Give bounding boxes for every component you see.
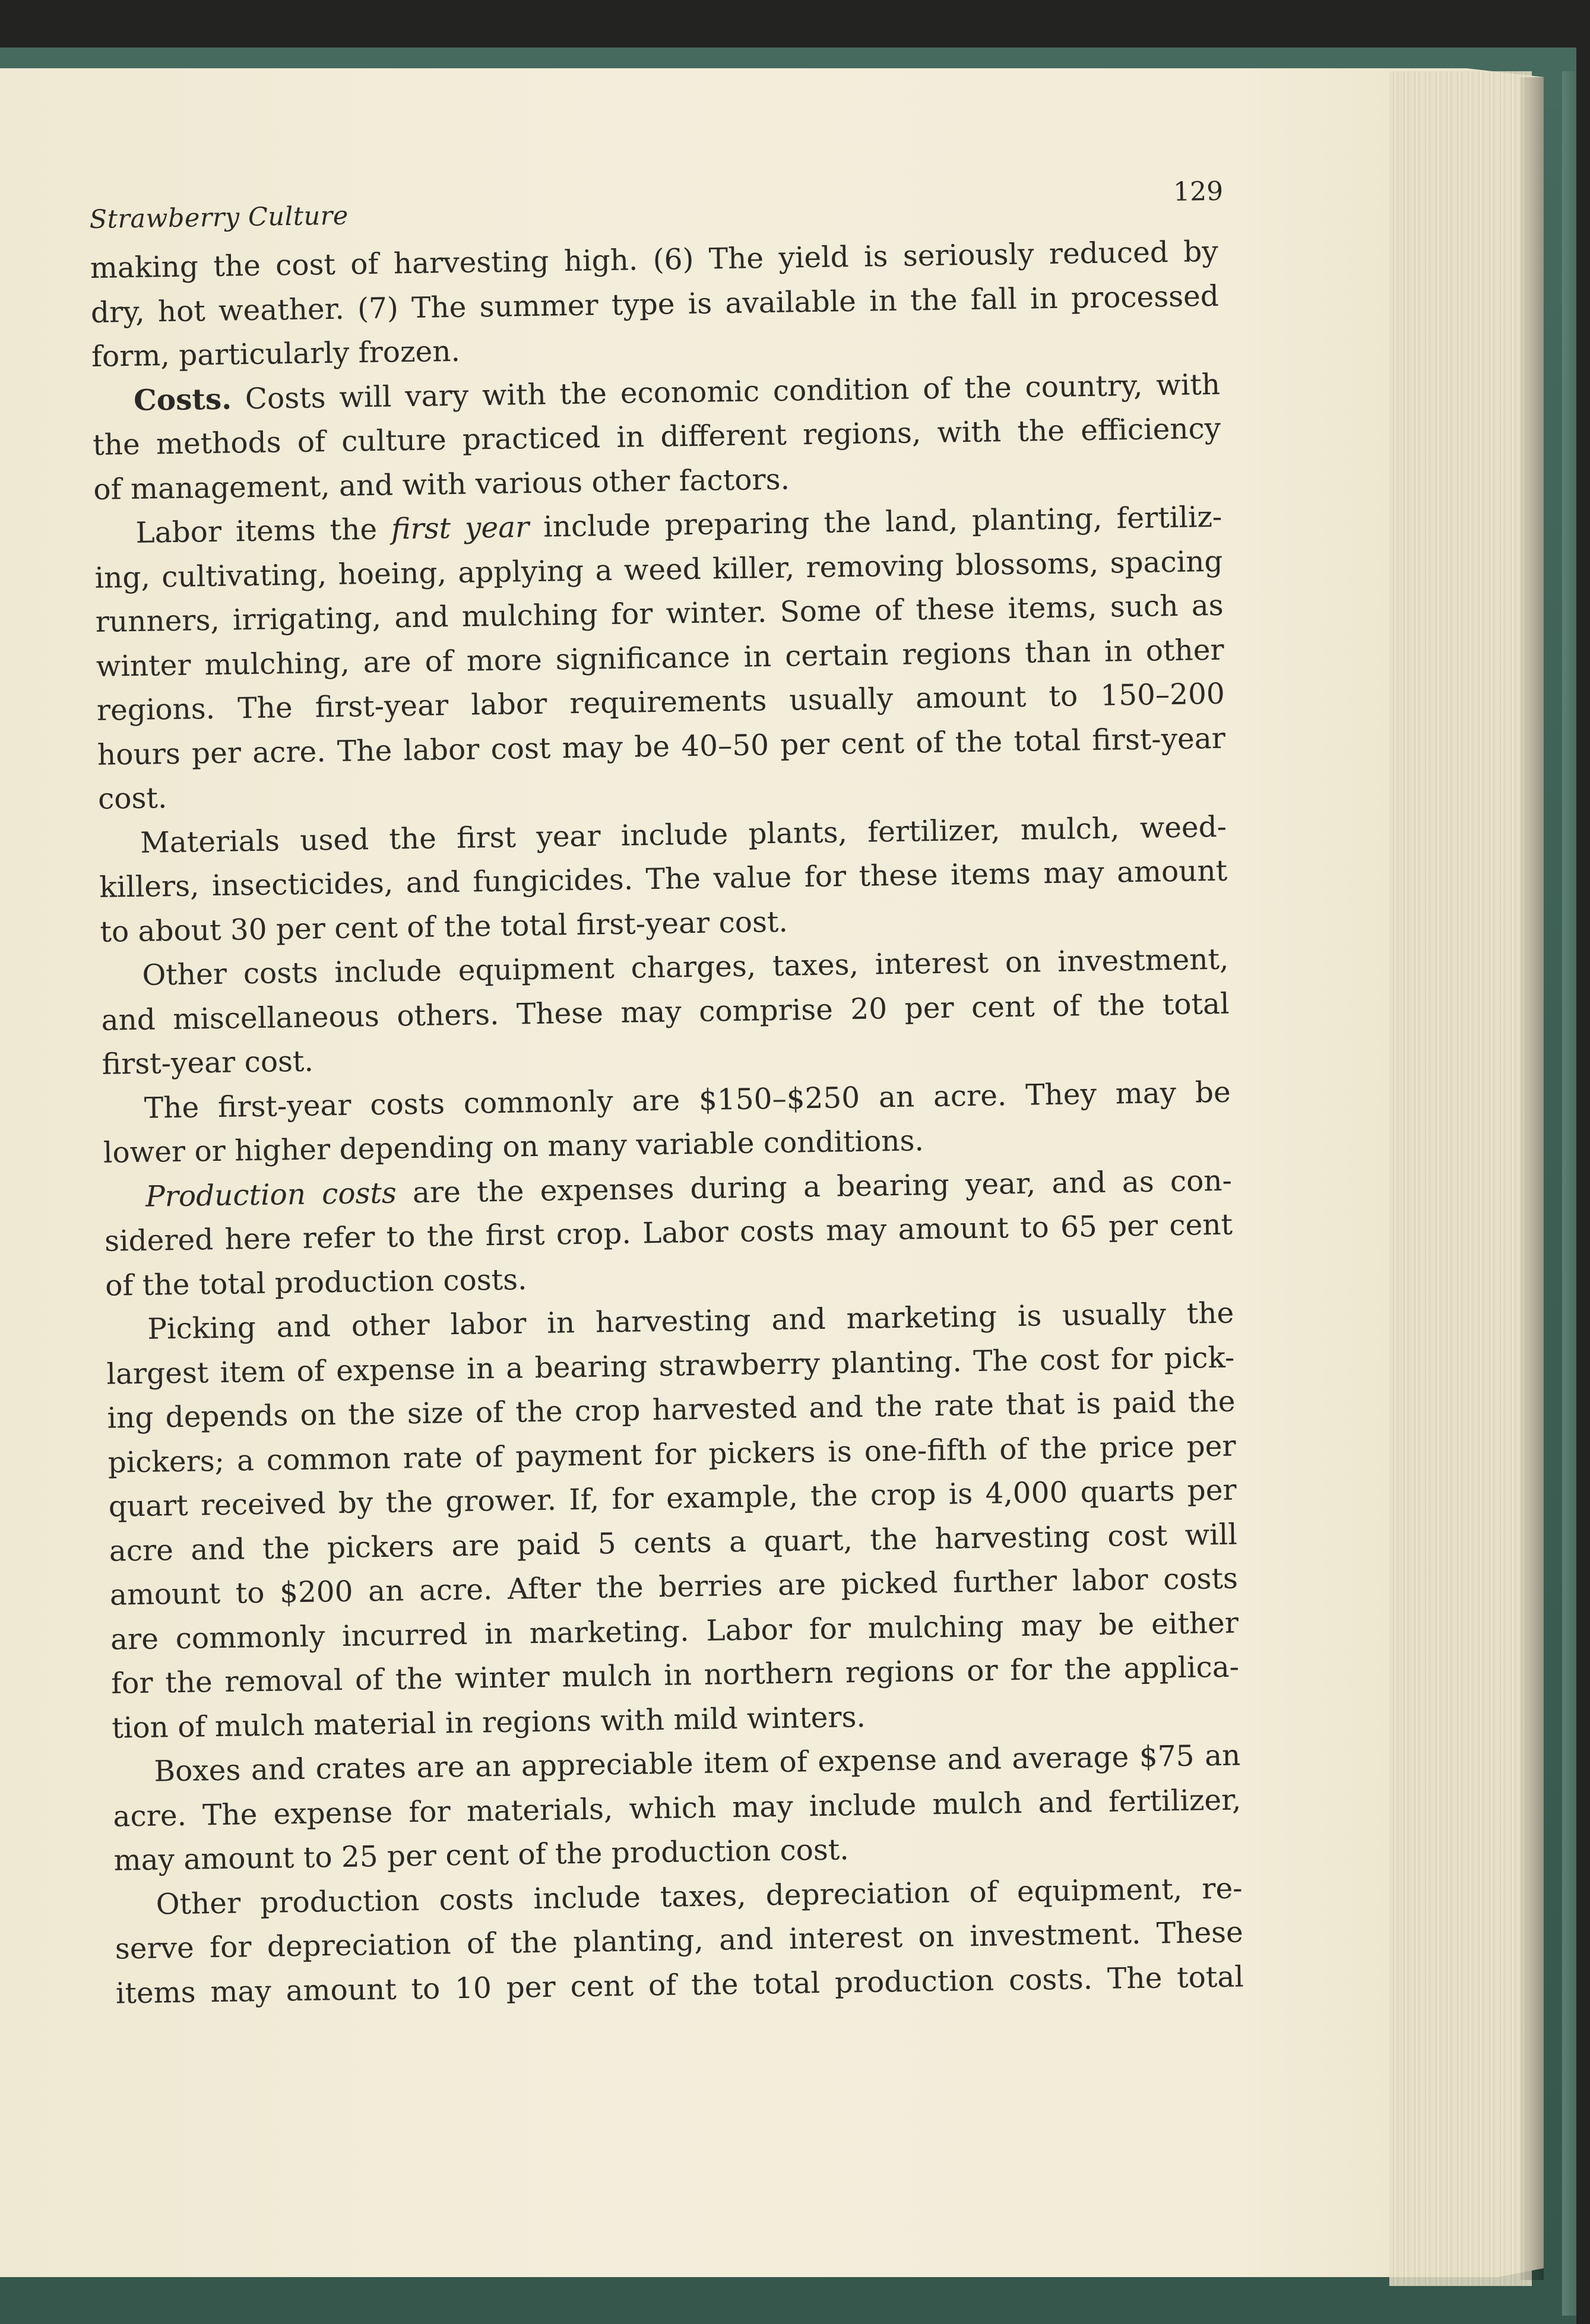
- text-line: and miscellaneous others. These may comprise 20 per cent of the total: [101, 987, 1230, 1037]
- text-line: sidered here refer to the first crop. Labor costs may amount to 65 per cent: [104, 1208, 1233, 1258]
- paragraph-other-costs: [100, 938, 1230, 1087]
- text-run: are the expenses during a bearing year, and as con-: [396, 1164, 1233, 1210]
- text-line: items may amount to 10 per cent of the total production costs. The total: [115, 1959, 1244, 2010]
- text-line: tion of mulch material in regions with mild winters.: [111, 1700, 866, 1745]
- paragraph-picking: [106, 1291, 1240, 1750]
- text-line: are commonly incurred in marketing. Labor for mulching may be either: [110, 1606, 1239, 1657]
- text-line: cost.: [97, 781, 167, 816]
- page-edge-shadow: [1520, 77, 1544, 2280]
- text-line: first-year cost.: [102, 1044, 314, 1081]
- text-line: winter mulching, are of more significance in certain regions than in other: [96, 633, 1225, 683]
- cover-edge: [1562, 71, 1576, 2316]
- text-line: Boxes and crates are an appreciable item of expense and average $75 an: [154, 1739, 1241, 1788]
- section-heading: Costs.: [133, 381, 232, 417]
- paragraph-continuation: [90, 230, 1220, 379]
- text-line: pickers; a common rate of payment for pickers is one-fifth of the price per: [107, 1429, 1236, 1480]
- text-line: killers, insecticides, and fungicides. The value for these items may amount: [99, 854, 1228, 904]
- paragraph-production-costs: [104, 1158, 1234, 1308]
- text-line: hours per acre. The labor cost may be 40–50 per cent of the total first-year: [97, 721, 1226, 772]
- paragraph-materials: [99, 805, 1228, 954]
- paragraph-costs: [92, 362, 1222, 512]
- emphasis-text: Production costs: [145, 1176, 397, 1214]
- emphasis-text: first year: [391, 511, 530, 546]
- text-line: lower or higher depending on many variable conditions.: [103, 1124, 924, 1170]
- text-line: making the cost of harvesting high. (6) The yield is seriously reduced by: [90, 235, 1219, 285]
- text-line: Other production costs include taxes, depreciation of equipment, re-: [156, 1871, 1243, 1921]
- paragraph-first-year-costs: [102, 1070, 1231, 1175]
- text-line: of the total production costs.: [104, 1262, 527, 1303]
- text-line: acre and the pickers are paid 5 cents a quart, the harvesting cost will: [109, 1518, 1238, 1568]
- text-line: regions. The first-year labor requirements usually amount to 150–200: [96, 677, 1225, 727]
- text-line: largest item of expense in a bearing strawberry planting. The cost for pick-: [106, 1341, 1235, 1391]
- page-block-edges: [1389, 71, 1532, 2286]
- text-line: quart received by the grower. If, for example, the crop is 4,000 quarts per: [108, 1473, 1237, 1524]
- text-line: of management, and with various other factors.: [93, 463, 790, 506]
- text-line: Picking and other labor in harvesting and marketing is usually the: [147, 1296, 1234, 1346]
- paragraph-labor-items: [94, 495, 1227, 822]
- text-line: to about 30 per cent of the total first-year cost.: [100, 905, 788, 949]
- text-line: acre. The expense for materials, which may include mulch and fertilizer,: [113, 1783, 1241, 1834]
- text-line: serve for depreciation of the planting, and interest on investment. These: [115, 1915, 1244, 1966]
- text-line: Materials used the first year include plants, fertilizer, mulch, weed-: [140, 810, 1227, 860]
- page-number: 129: [1173, 176, 1224, 207]
- text-line: dry, hot weather. (7) The summer type is available in the fall in processed: [90, 279, 1220, 330]
- text-line: form, particularly frozen.: [91, 334, 461, 373]
- text-line: Other costs include equipment charges, taxes, interest on investment,: [142, 942, 1229, 992]
- text-line: ing, cultivating, hoeing, applying a weed killer, removing blossoms, spacing: [94, 544, 1223, 595]
- text-line: ing depends on the size of the crop harvested and the rate that is paid the: [107, 1385, 1236, 1435]
- paragraph-boxes-crates: [112, 1734, 1242, 1883]
- text-line: The first-year costs commonly are $150–$250 an acre. They may be: [144, 1075, 1231, 1125]
- text-block: [89, 176, 1244, 2016]
- text-line: the methods of culture practiced in different regions, with the efficiency: [92, 411, 1221, 462]
- text-run: include preparing the land, planting, fertiliz-: [528, 500, 1222, 544]
- text-line: runners, irrigating, and mulching for winter. Some of these items, such as: [95, 588, 1224, 639]
- text-run: Labor items the: [135, 512, 392, 550]
- text-run: Costs will vary with the economic condition of the country, with: [245, 368, 1221, 416]
- text-line: for the removal of the winter mulch in northern regions or for the applica-: [110, 1650, 1240, 1701]
- running-title: Strawberry Culture: [89, 201, 349, 235]
- paragraph-other-production-costs: [114, 1866, 1244, 2016]
- text-line: may amount to 25 per cent of the production cost.: [113, 1833, 850, 1877]
- text-line: amount to $200 an acre. After the berries are picked further labor costs: [109, 1562, 1239, 1612]
